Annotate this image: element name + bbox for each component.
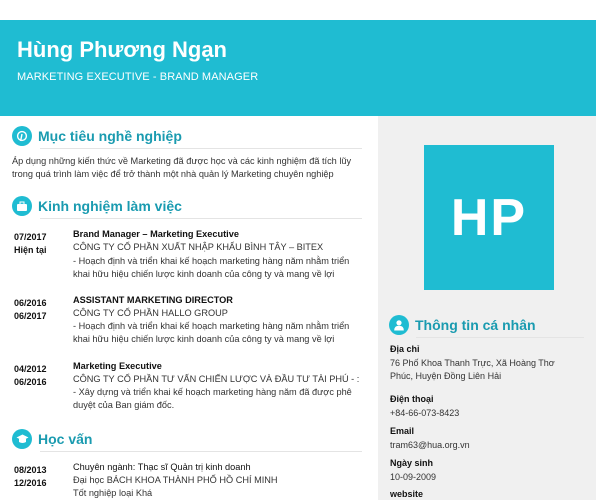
job-3-desc-1: - Xây dựng và triển khai kế hoạch marketing hàng năm đã được phê bbox=[73, 387, 352, 397]
pinterest-icon bbox=[12, 126, 32, 146]
edu-1-major: Chuyên ngành: Thạc sĩ Quản trị kinh doanh bbox=[73, 462, 251, 472]
experience-title-label: Kinh nghiệm làm việc bbox=[38, 198, 182, 214]
candidate-title: MARKETING EXECUTIVE - BRAND MANAGER bbox=[17, 71, 259, 83]
job-2-desc-1: - Hoạch định và triển khai kế hoạch marketing hàng năm nhằm triển bbox=[73, 321, 350, 331]
initials-avatar: HP bbox=[424, 145, 554, 290]
job-3-position: Marketing Executive bbox=[73, 361, 162, 371]
birthday-value: 10-09-2009 bbox=[390, 472, 437, 482]
experience-section-title bbox=[12, 195, 182, 217]
website-label: website bbox=[390, 489, 424, 499]
job-2-company: CÔNG TY CỔ PHẦN HALLO GROUP bbox=[73, 308, 228, 318]
cv-header bbox=[0, 20, 596, 116]
address-line-2: Phúc, Huyện Đồng Liên Hải bbox=[390, 371, 502, 381]
job-2-position: ASSISTANT MARKETING DIRECTOR bbox=[73, 295, 233, 305]
job-1-date-to: Hiện tại bbox=[14, 245, 47, 255]
job-2-date-to: 06/2017 bbox=[14, 311, 47, 321]
address-line-1: 76 Phố Khoa Thanh Trực, Xã Hoàng Thơ bbox=[390, 358, 555, 368]
education-title-label: Học vấn bbox=[38, 431, 93, 447]
user-icon bbox=[389, 315, 409, 335]
phone-label: Điện thoại bbox=[390, 394, 434, 404]
job-3-date-from: 04/2012 bbox=[14, 364, 47, 374]
personal-info-divider bbox=[416, 337, 584, 338]
job-2-desc-2: khai hữu hiệu chiến lược kinh doanh của công ty và mang về lợi bbox=[73, 334, 335, 344]
phone-value: +84-66-073-8423 bbox=[390, 408, 460, 418]
job-1-desc-2: khai hữu hiệu chiến lược kinh doanh của công ty và mang về lợi bbox=[73, 269, 335, 279]
objective-divider bbox=[40, 148, 362, 149]
edu-1-result: Tốt nghiệp loại Khá bbox=[73, 488, 153, 498]
job-1-desc-1: - Hoạch định và triển khai kế hoạch marketing hàng năm nhằm triển bbox=[73, 256, 350, 266]
job-1-company: CÔNG TY CỔ PHẦN XUẤT NHẬP KHẨU BÌNH TÂY – BITEX bbox=[73, 242, 324, 252]
personal-info-section-title bbox=[389, 314, 536, 336]
top-margin bbox=[0, 0, 596, 20]
personal-info-title-label: Thông tin cá nhân bbox=[415, 317, 536, 333]
email-value: tram63@hua.org.vn bbox=[390, 440, 470, 450]
email-label: Email bbox=[390, 426, 415, 436]
objective-line-1: Áp dụng những kiến thức về Marketing đã được học và các kinh nghiệm đã tích lũy bbox=[12, 156, 352, 166]
birthday-label: Ngày sinh bbox=[390, 458, 434, 468]
objective-title-label: Mục tiêu nghề nghiệp bbox=[38, 128, 182, 144]
address-label: Địa chỉ bbox=[390, 344, 420, 354]
job-1-date-from: 07/2017 bbox=[14, 232, 47, 242]
job-2-date-from: 06/2016 bbox=[14, 298, 47, 308]
graduation-cap-icon bbox=[12, 429, 32, 449]
job-3-desc-2: duyệt của Ban giám đốc. bbox=[73, 400, 175, 410]
briefcase-icon bbox=[12, 196, 32, 216]
edu-1-school: Đại học BÁCH KHOA THÀNH PHỐ HỒ CHÍ MINH bbox=[73, 475, 278, 485]
job-1-position: Brand Manager – Marketing Executive bbox=[73, 229, 239, 239]
job-3-company: CÔNG TY CỔ PHẦN TƯ VẤN CHIẾN LƯỢC VÀ ĐẦU TƯ TÀI PHÚ - : bbox=[73, 374, 360, 384]
objective-line-2: trong quá trình làm việc để trở thành một nhà quản lý Marketing chuyên nghiệp bbox=[12, 169, 334, 179]
candidate-name: Hùng Phương Ngạn bbox=[17, 37, 227, 62]
edu-1-date-from: 08/2013 bbox=[14, 465, 47, 475]
objective-section-title bbox=[12, 125, 182, 147]
experience-divider bbox=[40, 218, 362, 219]
education-divider bbox=[40, 451, 362, 452]
education-section-title bbox=[12, 428, 92, 450]
edu-1-date-to: 12/2016 bbox=[14, 478, 47, 488]
job-3-date-to: 06/2016 bbox=[14, 377, 47, 387]
